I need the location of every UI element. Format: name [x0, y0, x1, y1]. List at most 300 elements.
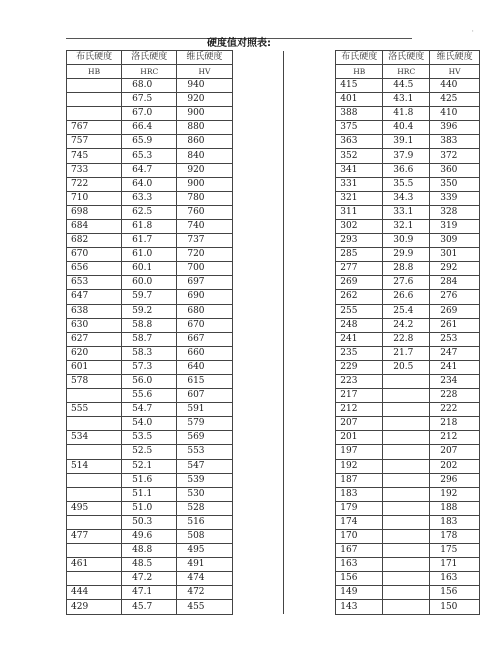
cell-hv-right: 207 [430, 445, 480, 459]
spacer-column-2 [284, 93, 336, 107]
cell-hrc-left: 60.0 [122, 276, 177, 290]
spacer-column-2 [284, 600, 336, 614]
cell-hb-right: 217 [336, 389, 383, 403]
cell-hv-right: 150 [430, 600, 480, 614]
spacer-column-2 [284, 332, 336, 346]
spacer-column-1 [232, 473, 284, 487]
table-row [67, 501, 480, 515]
spacer-column-2 [284, 530, 336, 544]
spacer-column-1 [232, 219, 284, 233]
cell-hrc-left: 53.5 [122, 431, 177, 445]
cell-hrc-left: 48.5 [122, 558, 177, 572]
cell-hv-left: 491 [177, 558, 232, 572]
cell-hv-right: 296 [430, 473, 480, 487]
table-row [67, 219, 480, 233]
cell-hv-right: 178 [430, 530, 480, 544]
cell-hv-left: 737 [177, 234, 232, 248]
cell-hrc-left: 64.7 [122, 163, 177, 177]
cell-hrc-right: 43.1 [383, 93, 430, 107]
cell-hb-left: 710 [67, 191, 122, 205]
cell-hrc-left: 55.6 [122, 389, 177, 403]
spacer-column-1 [232, 600, 284, 614]
cell-hv-left: 660 [177, 346, 232, 360]
cell-hb-left: 757 [67, 135, 122, 149]
spacer-column-2 [284, 572, 336, 586]
cell-hb-right: 341 [336, 163, 383, 177]
cell-hb-right: 235 [336, 346, 383, 360]
cell-hv-left: 474 [177, 572, 232, 586]
cell-hrc-right: 39.1 [383, 135, 430, 149]
spacer-column-2 [284, 65, 336, 79]
cell-hv-right: 360 [430, 163, 480, 177]
cell-hb-left: 620 [67, 346, 122, 360]
cell-hv-left: 670 [177, 318, 232, 332]
spacer-column-1 [232, 248, 284, 262]
cell-hrc-right [383, 473, 430, 487]
cell-hb-left [67, 417, 122, 431]
table-row [67, 149, 480, 163]
cell-hrc-left: 61.8 [122, 219, 177, 233]
cell-hrc-right [383, 403, 430, 417]
spacer-column-1 [232, 346, 284, 360]
cell-hv-right: 202 [430, 459, 480, 473]
cell-hv-right: 222 [430, 403, 480, 417]
cell-hrc-left: 56.0 [122, 374, 177, 388]
spacer-column-1 [232, 445, 284, 459]
table-row [67, 572, 480, 586]
spacer-column-2 [284, 262, 336, 276]
cell-hb-left: 767 [67, 121, 122, 135]
cell-hv-right: 350 [430, 177, 480, 191]
table-row [67, 459, 480, 473]
cell-hv-right: 284 [430, 276, 480, 290]
cell-hv-left: 680 [177, 304, 232, 318]
spacer-column-2 [284, 107, 336, 121]
cell-hv-left: 640 [177, 360, 232, 374]
cell-hrc-left: 59.7 [122, 290, 177, 304]
cell-hb-right: 241 [336, 332, 383, 346]
cell-hrc-left: 51.6 [122, 473, 177, 487]
spacer-column-1 [232, 177, 284, 191]
spacer-column-1 [232, 374, 284, 388]
cell-hrc-right: 28.8 [383, 262, 430, 276]
spacer-column-1 [232, 332, 284, 346]
spacer-column-1 [232, 205, 284, 219]
spacer-column-1 [232, 558, 284, 572]
cell-hrc-left: 61.7 [122, 234, 177, 248]
cell-hrc-left: 57.3 [122, 360, 177, 374]
cell-hrc-left: 63.3 [122, 191, 177, 205]
cell-hb-right: 156 [336, 572, 383, 586]
cell-hrc-right [383, 459, 430, 473]
cell-hv-left: 700 [177, 262, 232, 276]
spacer-column-1 [232, 65, 284, 79]
table-row [67, 403, 480, 417]
cell-hv-right: 301 [430, 248, 480, 262]
cell-hv-right: 276 [430, 290, 480, 304]
cell-hv-right: 253 [430, 332, 480, 346]
unit-hv-right: HV [430, 65, 480, 79]
spacer-column-1 [232, 431, 284, 445]
spacer-column-1 [232, 135, 284, 149]
spacer-column-2 [284, 515, 336, 529]
cell-hrc-right: 40.4 [383, 121, 430, 135]
cell-hv-left: 740 [177, 219, 232, 233]
cell-hrc-right [383, 586, 430, 600]
cell-hrc-left: 67.0 [122, 107, 177, 121]
cell-hb-right: 293 [336, 234, 383, 248]
cell-hv-right: 228 [430, 389, 480, 403]
cell-hb-right: 167 [336, 544, 383, 558]
cell-hv-right: 396 [430, 121, 480, 135]
spacer-column-1 [232, 544, 284, 558]
spacer-column-1 [232, 234, 284, 248]
table-row [67, 558, 480, 572]
unit-hb-left: HB [67, 65, 122, 79]
cell-hb-left [67, 515, 122, 529]
header-hv-left: 维氏硬度 [177, 51, 232, 65]
cell-hb-right: 212 [336, 403, 383, 417]
cell-hv-right: 163 [430, 572, 480, 586]
spacer-column-2 [284, 487, 336, 501]
table-row [67, 600, 480, 614]
cell-hrc-left: 65.3 [122, 149, 177, 163]
cell-hv-left: 667 [177, 332, 232, 346]
cell-hrc-right: 26.6 [383, 290, 430, 304]
cell-hrc-right [383, 572, 430, 586]
cell-hv-left: 569 [177, 431, 232, 445]
cell-hb-right: 388 [336, 107, 383, 121]
cell-hrc-right [383, 558, 430, 572]
cell-hrc-right: 32.1 [383, 219, 430, 233]
unit-hrc-right: HRC [383, 65, 430, 79]
cell-hv-right: 383 [430, 135, 480, 149]
cell-hv-left: 900 [177, 177, 232, 191]
cell-hb-left: 495 [67, 501, 122, 515]
table-row [67, 586, 480, 600]
cell-hv-left: 528 [177, 501, 232, 515]
spacer-column-2 [284, 374, 336, 388]
cell-hv-left: 591 [177, 403, 232, 417]
cell-hv-right: 372 [430, 149, 480, 163]
spacer-column-2 [284, 79, 336, 93]
spacer-column-2 [284, 205, 336, 219]
cell-hb-left: 578 [67, 374, 122, 388]
spacer-column-1 [232, 318, 284, 332]
table-row [67, 248, 480, 262]
cell-hb-right: 149 [336, 586, 383, 600]
spacer-column-1 [232, 530, 284, 544]
cell-hb-right: 363 [336, 135, 383, 149]
header-hb-left: 布氏硬度 [67, 51, 122, 65]
header-row [67, 51, 480, 65]
cell-hb-left: 627 [67, 332, 122, 346]
cell-hv-left: 455 [177, 600, 232, 614]
cell-hb-right: 255 [336, 304, 383, 318]
spacer-column-2 [284, 431, 336, 445]
cell-hv-right: 269 [430, 304, 480, 318]
cell-hrc-right: 36.6 [383, 163, 430, 177]
table-row [67, 276, 480, 290]
cell-hrc-left: 51.1 [122, 487, 177, 501]
cell-hb-left: 534 [67, 431, 122, 445]
cell-hv-left: 530 [177, 487, 232, 501]
header-hrc-left: 洛氏硬度 [122, 51, 177, 65]
cell-hrc-right [383, 445, 430, 459]
cell-hrc-left: 47.2 [122, 572, 177, 586]
table-row [67, 290, 480, 304]
cell-hrc-right: 41.8 [383, 107, 430, 121]
spacer-column-2 [284, 248, 336, 262]
header-hb-right: 布氏硬度 [336, 51, 383, 65]
cell-hb-left: 684 [67, 219, 122, 233]
cell-hb-right: 170 [336, 530, 383, 544]
cell-hb-left: 630 [67, 318, 122, 332]
spacer-column-2 [284, 346, 336, 360]
spacer-column-2 [284, 191, 336, 205]
cell-hrc-right [383, 389, 430, 403]
cell-hv-right: 247 [430, 346, 480, 360]
spacer-column-1 [232, 389, 284, 403]
cell-hb-right: 223 [336, 374, 383, 388]
table-row [67, 473, 480, 487]
cell-hrc-left: 65.9 [122, 135, 177, 149]
cell-hb-left [67, 79, 122, 93]
table-row [67, 360, 480, 374]
table-row [67, 121, 480, 135]
cell-hb-left: 653 [67, 276, 122, 290]
cell-hb-right: 321 [336, 191, 383, 205]
cell-hrc-left: 61.0 [122, 248, 177, 262]
cell-hb-right: 375 [336, 121, 383, 135]
cell-hb-right: 229 [336, 360, 383, 374]
spacer-column-2 [284, 445, 336, 459]
cell-hb-left: 601 [67, 360, 122, 374]
spacer-column-2 [284, 121, 336, 135]
cell-hrc-left: 58.8 [122, 318, 177, 332]
table-row [67, 346, 480, 360]
cell-hrc-right: 35.5 [383, 177, 430, 191]
table-row [67, 93, 480, 107]
spacer-column-1 [232, 121, 284, 135]
spacer-column-2 [284, 544, 336, 558]
cell-hrc-right: 25.4 [383, 304, 430, 318]
table-row [67, 445, 480, 459]
cell-hv-left: 697 [177, 276, 232, 290]
spacer-column-1 [232, 79, 284, 93]
cell-hv-left: 508 [177, 530, 232, 544]
cell-hv-left: 690 [177, 290, 232, 304]
cell-hb-left [67, 473, 122, 487]
spacer-column-1 [232, 51, 284, 65]
spacer-column-1 [232, 360, 284, 374]
cell-hb-right: 163 [336, 558, 383, 572]
cell-hv-left: 880 [177, 121, 232, 135]
cell-hv-right: 309 [430, 234, 480, 248]
cell-hrc-right [383, 487, 430, 501]
cell-hrc-left: 50.3 [122, 515, 177, 529]
cell-hrc-right: 44.5 [383, 79, 430, 93]
cell-hv-left: 900 [177, 107, 232, 121]
cell-hv-left: 920 [177, 93, 232, 107]
cell-hb-right: 331 [336, 177, 383, 191]
cell-hb-left [67, 389, 122, 403]
table-row [67, 79, 480, 93]
table-row [67, 515, 480, 529]
spacer-column-2 [284, 234, 336, 248]
corner-mark: ' [472, 30, 474, 37]
spacer-column-2 [284, 51, 336, 65]
cell-hrc-left: 47.1 [122, 586, 177, 600]
cell-hb-left: 429 [67, 600, 122, 614]
cell-hrc-right: 27.6 [383, 276, 430, 290]
cell-hb-right: 248 [336, 318, 383, 332]
spacer-column-2 [284, 360, 336, 374]
cell-hrc-left: 59.2 [122, 304, 177, 318]
cell-hv-left: 720 [177, 248, 232, 262]
cell-hv-left: 553 [177, 445, 232, 459]
cell-hrc-left: 52.1 [122, 459, 177, 473]
cell-hb-right: 179 [336, 501, 383, 515]
cell-hv-right: 339 [430, 191, 480, 205]
spacer-column-2 [284, 586, 336, 600]
cell-hb-left: 477 [67, 530, 122, 544]
spacer-column-1 [232, 572, 284, 586]
unit-hrc-left: HRC [122, 65, 177, 79]
spacer-column-1 [232, 107, 284, 121]
cell-hb-left [67, 93, 122, 107]
cell-hb-left: 638 [67, 304, 122, 318]
cell-hv-left: 579 [177, 417, 232, 431]
table-row [67, 318, 480, 332]
cell-hb-right: 183 [336, 487, 383, 501]
cell-hv-left: 780 [177, 191, 232, 205]
cell-hb-right: 401 [336, 93, 383, 107]
cell-hb-left: 444 [67, 586, 122, 600]
cell-hb-left: 461 [67, 558, 122, 572]
spacer-column-1 [232, 93, 284, 107]
cell-hv-right: 261 [430, 318, 480, 332]
cell-hrc-left: 66.4 [122, 121, 177, 135]
cell-hb-right: 187 [336, 473, 383, 487]
cell-hrc-right [383, 600, 430, 614]
cell-hb-left: 722 [67, 177, 122, 191]
unit-row [67, 65, 480, 79]
cell-hv-left: 516 [177, 515, 232, 529]
cell-hrc-left: 49.6 [122, 530, 177, 544]
spacer-column-2 [284, 276, 336, 290]
table-row [67, 332, 480, 346]
cell-hrc-left: 67.5 [122, 93, 177, 107]
spacer-column-1 [232, 586, 284, 600]
cell-hrc-left: 58.3 [122, 346, 177, 360]
spacer-column-1 [232, 191, 284, 205]
cell-hv-right: 319 [430, 219, 480, 233]
spacer-column-2 [284, 473, 336, 487]
spacer-column-1 [232, 290, 284, 304]
page-title: 硬度值对照表: [207, 38, 271, 49]
spacer-column-1 [232, 515, 284, 529]
cell-hv-left: 860 [177, 135, 232, 149]
cell-hv-right: 234 [430, 374, 480, 388]
spacer-column-1 [232, 262, 284, 276]
spacer-column-2 [284, 389, 336, 403]
cell-hrc-left: 64.0 [122, 177, 177, 191]
spacer-column-1 [232, 163, 284, 177]
cell-hv-right: 183 [430, 515, 480, 529]
cell-hrc-right [383, 515, 430, 529]
table-row [67, 389, 480, 403]
spacer-column-2 [284, 219, 336, 233]
cell-hb-right: 143 [336, 600, 383, 614]
cell-hrc-right [383, 544, 430, 558]
cell-hrc-right [383, 530, 430, 544]
spacer-column-1 [232, 149, 284, 163]
cell-hv-right: 171 [430, 558, 480, 572]
cell-hrc-right: 34.3 [383, 191, 430, 205]
cell-hrc-right: 30.9 [383, 234, 430, 248]
header-hrc-right: 洛氏硬度 [383, 51, 430, 65]
cell-hrc-right: 20.5 [383, 360, 430, 374]
spacer-column-2 [284, 135, 336, 149]
table-row [67, 107, 480, 121]
spacer-column-2 [284, 177, 336, 191]
spacer-column-1 [232, 403, 284, 417]
cell-hrc-right: 29.9 [383, 248, 430, 262]
table-row [67, 544, 480, 558]
cell-hb-left: 670 [67, 248, 122, 262]
cell-hrc-left: 68.0 [122, 79, 177, 93]
cell-hv-left: 840 [177, 149, 232, 163]
cell-hrc-left: 58.7 [122, 332, 177, 346]
spacer-column-1 [232, 304, 284, 318]
cell-hv-right: 212 [430, 431, 480, 445]
spacer-column-2 [284, 163, 336, 177]
cell-hv-left: 920 [177, 163, 232, 177]
table-row [67, 163, 480, 177]
cell-hrc-right [383, 374, 430, 388]
spacer-column-1 [232, 501, 284, 515]
cell-hb-right: 302 [336, 219, 383, 233]
table-row [67, 135, 480, 149]
cell-hb-right: 352 [336, 149, 383, 163]
table-row [67, 374, 480, 388]
cell-hb-left: 733 [67, 163, 122, 177]
header-hv-right: 维氏硬度 [430, 51, 480, 65]
spacer-column-1 [232, 487, 284, 501]
cell-hrc-right: 33.1 [383, 205, 430, 219]
cell-hv-left: 472 [177, 586, 232, 600]
cell-hb-left: 555 [67, 403, 122, 417]
cell-hrc-left: 51.0 [122, 501, 177, 515]
cell-hrc-right: 22.8 [383, 332, 430, 346]
cell-hrc-right: 37.9 [383, 149, 430, 163]
cell-hb-right: 262 [336, 290, 383, 304]
cell-hrc-right [383, 501, 430, 515]
spacer-column-2 [284, 290, 336, 304]
table-row [67, 304, 480, 318]
cell-hb-left [67, 544, 122, 558]
table-row [67, 487, 480, 501]
cell-hv-left: 760 [177, 205, 232, 219]
spacer-column-1 [232, 276, 284, 290]
cell-hb-left [67, 487, 122, 501]
cell-hb-left: 656 [67, 262, 122, 276]
cell-hb-right: 285 [336, 248, 383, 262]
cell-hv-right: 241 [430, 360, 480, 374]
cell-hrc-left: 52.5 [122, 445, 177, 459]
cell-hb-left: 514 [67, 459, 122, 473]
